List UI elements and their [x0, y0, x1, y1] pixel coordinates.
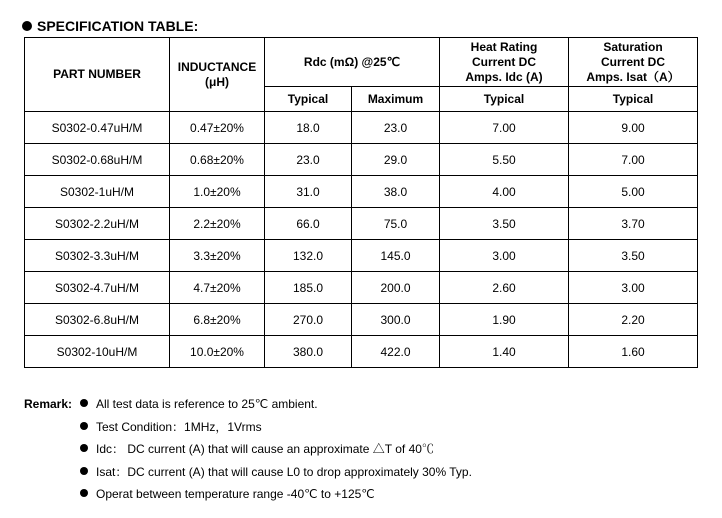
table-row	[25, 240, 698, 272]
cell-rdc-typical: 132.0	[265, 240, 352, 272]
cell-rdc-maximum: 38.0	[352, 176, 440, 208]
cell-rdc-typical: 270.0	[265, 304, 352, 336]
heading-text: SPECIFICATION TABLE:	[37, 18, 199, 34]
cell-rdc-maximum: 75.0	[352, 208, 440, 240]
remark-text: Idc： DC current (A) that will cause an approximate △T of 40℃	[96, 442, 434, 456]
remark-text: All test data is reference to 25℃ ambient.	[96, 397, 318, 411]
cell-rdc-typical: 18.0	[265, 112, 352, 144]
cell-isat: 2.20	[569, 304, 698, 336]
cell-rdc-maximum: 23.0	[352, 112, 440, 144]
cell-rdc-maximum: 145.0	[352, 240, 440, 272]
spec-table-heading	[22, 18, 198, 34]
remark-item	[80, 416, 472, 439]
cell-inductance: 10.0±20%	[170, 336, 265, 368]
cell-inductance: 0.68±20%	[170, 144, 265, 176]
remark-item	[80, 483, 472, 506]
subheader-heat-typical: Typical	[440, 87, 569, 112]
cell-idc: 5.50	[440, 144, 569, 176]
cell-rdc-maximum: 422.0	[352, 336, 440, 368]
cell-idc: 4.00	[440, 176, 569, 208]
remark-item	[80, 438, 472, 461]
cell-inductance: 4.7±20%	[170, 272, 265, 304]
header-part-number: PART NUMBER	[25, 38, 170, 112]
header-heat-line3: Amps. Idc (A)	[465, 69, 543, 84]
bullet-icon	[80, 489, 88, 497]
cell-part-number: S0302-0.68uH/M	[25, 144, 170, 176]
cell-rdc-typical: 380.0	[265, 336, 352, 368]
header-heat-line2: Current DC	[471, 54, 536, 69]
remark-item	[80, 461, 472, 484]
cell-part-number: S0302-4.7uH/M	[25, 272, 170, 304]
cell-idc: 1.40	[440, 336, 569, 368]
bullet-icon	[80, 422, 88, 430]
header-heat-line1: Heat Rating	[470, 39, 538, 54]
cell-part-number: S0302-0.47uH/M	[25, 112, 170, 144]
table-row	[25, 304, 698, 336]
table-row	[25, 272, 698, 304]
cell-idc: 7.00	[440, 112, 569, 144]
bullet-icon	[22, 21, 32, 31]
cell-idc: 3.50	[440, 208, 569, 240]
cell-part-number: S0302-10uH/M	[25, 336, 170, 368]
cell-idc: 3.00	[440, 240, 569, 272]
cell-isat: 3.50	[569, 240, 698, 272]
cell-isat: 5.00	[569, 176, 698, 208]
header-rdc: Rdc (mΩ) @25℃	[265, 38, 440, 87]
cell-rdc-typical: 23.0	[265, 144, 352, 176]
cell-inductance: 3.3±20%	[170, 240, 265, 272]
cell-rdc-maximum: 29.0	[352, 144, 440, 176]
cell-rdc-typical: 66.0	[265, 208, 352, 240]
cell-part-number: S0302-6.8uH/M	[25, 304, 170, 336]
header-inductance	[170, 38, 265, 112]
cell-isat: 7.00	[569, 144, 698, 176]
remark-label: Remark:	[24, 397, 73, 411]
cell-part-number: S0302-2.2uH/M	[25, 208, 170, 240]
bullet-icon	[80, 399, 88, 407]
table-row	[25, 336, 698, 368]
table-row	[25, 112, 698, 144]
header-inductance-line1: INDUCTANCE	[177, 59, 257, 74]
cell-inductance: 2.2±20%	[170, 208, 265, 240]
cell-idc: 1.90	[440, 304, 569, 336]
bullet-icon	[80, 444, 88, 452]
cell-inductance: 6.8±20%	[170, 304, 265, 336]
cell-rdc-typical: 31.0	[265, 176, 352, 208]
cell-isat: 1.60	[569, 336, 698, 368]
remark-text: Test Condition：1MHz，1Vrms	[96, 419, 262, 434]
cell-idc: 2.60	[440, 272, 569, 304]
cell-part-number: S0302-3.3uH/M	[25, 240, 170, 272]
remark-text: Isat：DC current (A) that will cause L0 to drop approximately 30% Typ.	[96, 464, 472, 479]
header-sat-line3: Amps. Isat（A）	[586, 69, 680, 84]
header-heat-rating	[440, 38, 569, 87]
subheader-rdc-maximum: Maximum	[352, 87, 440, 112]
cell-rdc-maximum: 300.0	[352, 304, 440, 336]
cell-inductance: 1.0±20%	[170, 176, 265, 208]
table-row	[25, 208, 698, 240]
cell-rdc-maximum: 200.0	[352, 272, 440, 304]
cell-inductance: 0.47±20%	[170, 112, 265, 144]
table-row	[25, 144, 698, 176]
cell-part-number: S0302-1uH/M	[25, 176, 170, 208]
table-row	[25, 176, 698, 208]
remark-list	[80, 393, 472, 506]
header-sat-line2: Current DC	[600, 54, 665, 69]
cell-rdc-typical: 185.0	[265, 272, 352, 304]
remark-text: Operat between temperature range -40℃ to +125℃	[96, 487, 375, 501]
header-inductance-line2: (μH)	[205, 74, 229, 89]
header-saturation	[569, 38, 698, 87]
subheader-rdc-typical: Typical	[265, 87, 352, 112]
subheader-sat-typical: Typical	[569, 87, 698, 112]
header-sat-line1: Saturation	[603, 39, 663, 54]
remark-item	[80, 393, 472, 416]
cell-isat: 3.70	[569, 208, 698, 240]
bullet-icon	[80, 467, 88, 475]
cell-isat: 9.00	[569, 112, 698, 144]
cell-isat: 3.00	[569, 272, 698, 304]
specification-table	[24, 37, 698, 368]
